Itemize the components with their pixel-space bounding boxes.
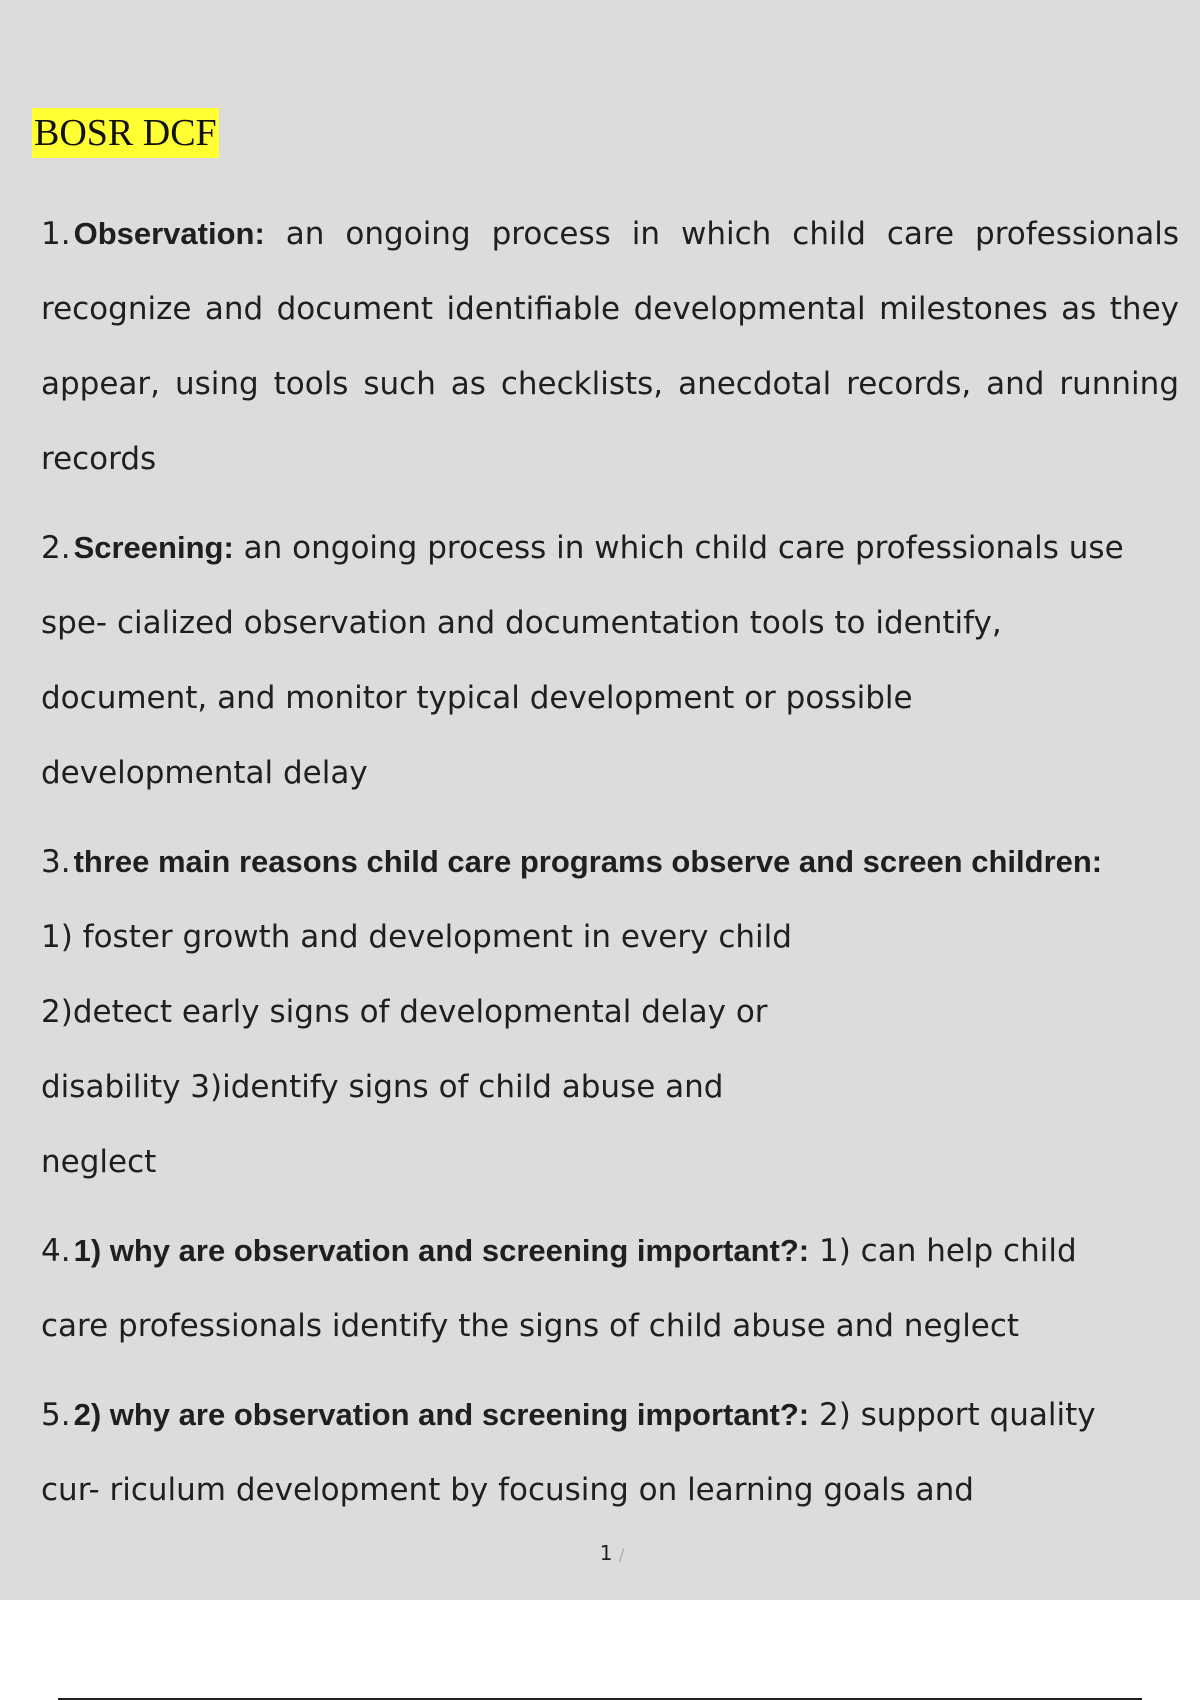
item-definition-line: cur- riculum development by focusing on learning goals and bbox=[41, 1472, 974, 1508]
item-definition: an ongoing process in which child care professionals recognize and document identifiable developmental milestones as they appear, using tools such as checklists, anecdotal records, and running records bbox=[41, 216, 1180, 477]
list-item-importance-2 bbox=[41, 1377, 1179, 1528]
item-number: 5. bbox=[41, 1397, 71, 1433]
item-definition: an ongoing process in which child care professionals use bbox=[243, 530, 1124, 566]
item-number: 3. bbox=[41, 844, 71, 880]
item-term: Screening: bbox=[73, 530, 234, 565]
item-term: three main reasons child care programs observe and screen children: bbox=[73, 844, 1103, 879]
item-term: Observation: bbox=[73, 216, 265, 251]
item-definition-line: 2)detect early signs of developmental delay or bbox=[41, 994, 768, 1030]
item-definition-line: 1) foster growth and development in every child bbox=[41, 919, 792, 955]
page-number bbox=[0, 1538, 1200, 1570]
term-list bbox=[41, 196, 1179, 1541]
item-number: 2. bbox=[41, 530, 71, 566]
list-item-screening bbox=[41, 510, 1179, 811]
item-definition-line: disability 3)identify signs of child abuse and bbox=[41, 1069, 724, 1105]
document-title: BOSR DCF bbox=[32, 108, 219, 158]
item-number: 4. bbox=[41, 1233, 71, 1269]
item-definition: 2) support quality bbox=[818, 1397, 1096, 1433]
item-definition: 1) can help child bbox=[818, 1233, 1077, 1269]
page-number-value: 1 bbox=[599, 1541, 613, 1565]
item-term: 1) why are observation and screening important?: bbox=[73, 1233, 810, 1268]
item-definition-line: spe- cialized observation and documentation tools to identify, bbox=[41, 605, 1002, 641]
list-item-reasons bbox=[41, 824, 1179, 1200]
list-item-observation bbox=[41, 196, 1179, 497]
item-number: 1. bbox=[41, 216, 71, 252]
item-term: 2) why are observation and screening important?: bbox=[73, 1397, 810, 1432]
item-definition-line: neglect bbox=[41, 1144, 157, 1180]
item-definition-line: care professionals identify the signs of child abuse and neglect bbox=[41, 1308, 1020, 1344]
list-item-importance-1 bbox=[41, 1213, 1179, 1364]
item-definition-line: document, and monitor typical development or possible bbox=[41, 680, 913, 716]
page-number-separator: / bbox=[618, 1545, 625, 1564]
item-definition-line: developmental delay bbox=[41, 755, 368, 791]
